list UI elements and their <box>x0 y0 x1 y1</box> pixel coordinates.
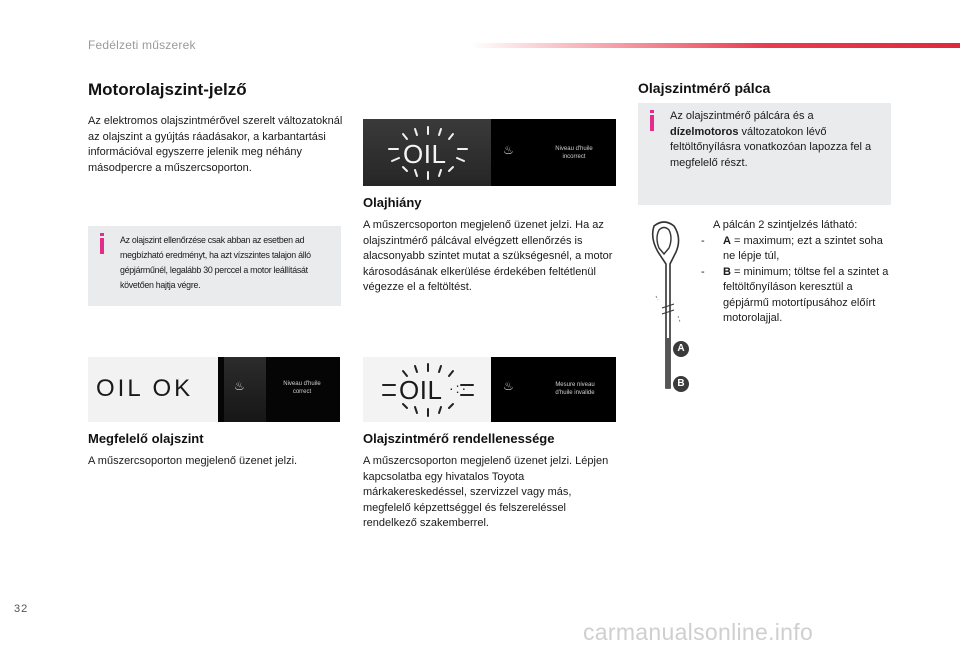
fault-title: Olajszintmérő rendellenessége <box>363 431 555 446</box>
oil-ok-message: Niveau d'huile correct <box>283 381 321 395</box>
oil-fault-display-text: OIL <box>399 375 443 405</box>
dipstick-illustration <box>640 218 700 398</box>
dipstick-item-b: - B = minimum; töltse fel a szintet a feltöltőnyíláson keresztül a gépjármű motortípusához előírt motorolajjal. <box>701 265 889 324</box>
oil-can-icon: ♨ <box>234 379 245 393</box>
oil-fault-dots: ·:· <box>449 380 469 396</box>
oil-low-display-text: OIL <box>403 139 447 169</box>
low-text: A műszercsoporton megjelenő üzenet jelzi. Ha az olajszintmérő pálcával elvégzett ellenőrzés is alacsonyabb szintet mutat a szükségesnél, a motor károsodásának elkerülése érdekében feltétlenül végezze el a feltöltést. <box>363 219 613 293</box>
watermark: carmanualsonline.info <box>583 619 814 645</box>
page-title: Motorolajszint-jelző <box>88 80 247 99</box>
dipstick-title: Olajszintmérő pálca <box>638 80 771 96</box>
info-icon <box>100 238 104 254</box>
oil-ok-display-panel <box>88 357 340 422</box>
oil-fault-display-panel <box>363 357 616 422</box>
oil-low-message: Niveau d'huile incorrect <box>555 146 593 160</box>
low-title: Olajhiány <box>363 195 422 210</box>
ok-text: A műszercsoporton megjelenő üzenet jelzi. <box>88 455 298 467</box>
page-number: 32 <box>14 603 29 615</box>
info-note-text: Az olajszint ellenőrzése csak abban az esetben ad megbízható eredményt, ha azt vízszintes talajon álló gépjárműnél, legalább 30 perccel a motor leállítását követően hajtja végre. <box>120 235 311 291</box>
dipstick-item-a: - A = maximum; ezt a szintet soha ne lépje túl, <box>701 234 883 262</box>
marker-b-badge: B <box>673 376 689 392</box>
dipstick-intro: A pálcán 2 szintjelzés látható: <box>713 219 858 231</box>
dipstick-description <box>701 218 893 327</box>
oil-can-icon: ♨ <box>503 379 514 393</box>
ok-title: Megfelelő olajszint <box>88 431 204 446</box>
info-icon <box>650 115 654 131</box>
oil-ok-display-text: OIL OK <box>96 375 194 402</box>
info-note-box <box>88 226 341 306</box>
oil-can-icon: ♨ <box>503 143 514 157</box>
dipstick-note-box <box>638 103 891 205</box>
oil-low-display-panel <box>363 119 616 186</box>
oil-fault-message: Mesure niveau d'huile invalide <box>555 382 595 396</box>
section-title: Fedélzeti műszerek <box>88 38 196 52</box>
header-accent-bar <box>470 43 960 48</box>
fault-text: A műszercsoporton megjelenő üzenet jelzi. Lépjen kapcsolatba egy hivatalos Toyota márkakereskedéssel, szervizzel vagy más, megfelelő képzettséggel és felszereléssel rendelkező szakemberrel. <box>363 455 609 529</box>
dipstick-note-text: Az olajszintmérő pálcára és a dízelmotoros változatokon lévő feltöltőnyílásra vonatkozóan lapozza fel a megfelelő részt. <box>670 110 872 169</box>
intro-paragraph: Az elektromos olajszintmérővel szerelt változatoknál az olajszint a gyújtás ráadásakor, a karbantartási információval egyszerre jelenik meg néhány másodpercre a műszercsoporton. <box>88 115 343 174</box>
marker-a-badge: A <box>673 341 689 357</box>
